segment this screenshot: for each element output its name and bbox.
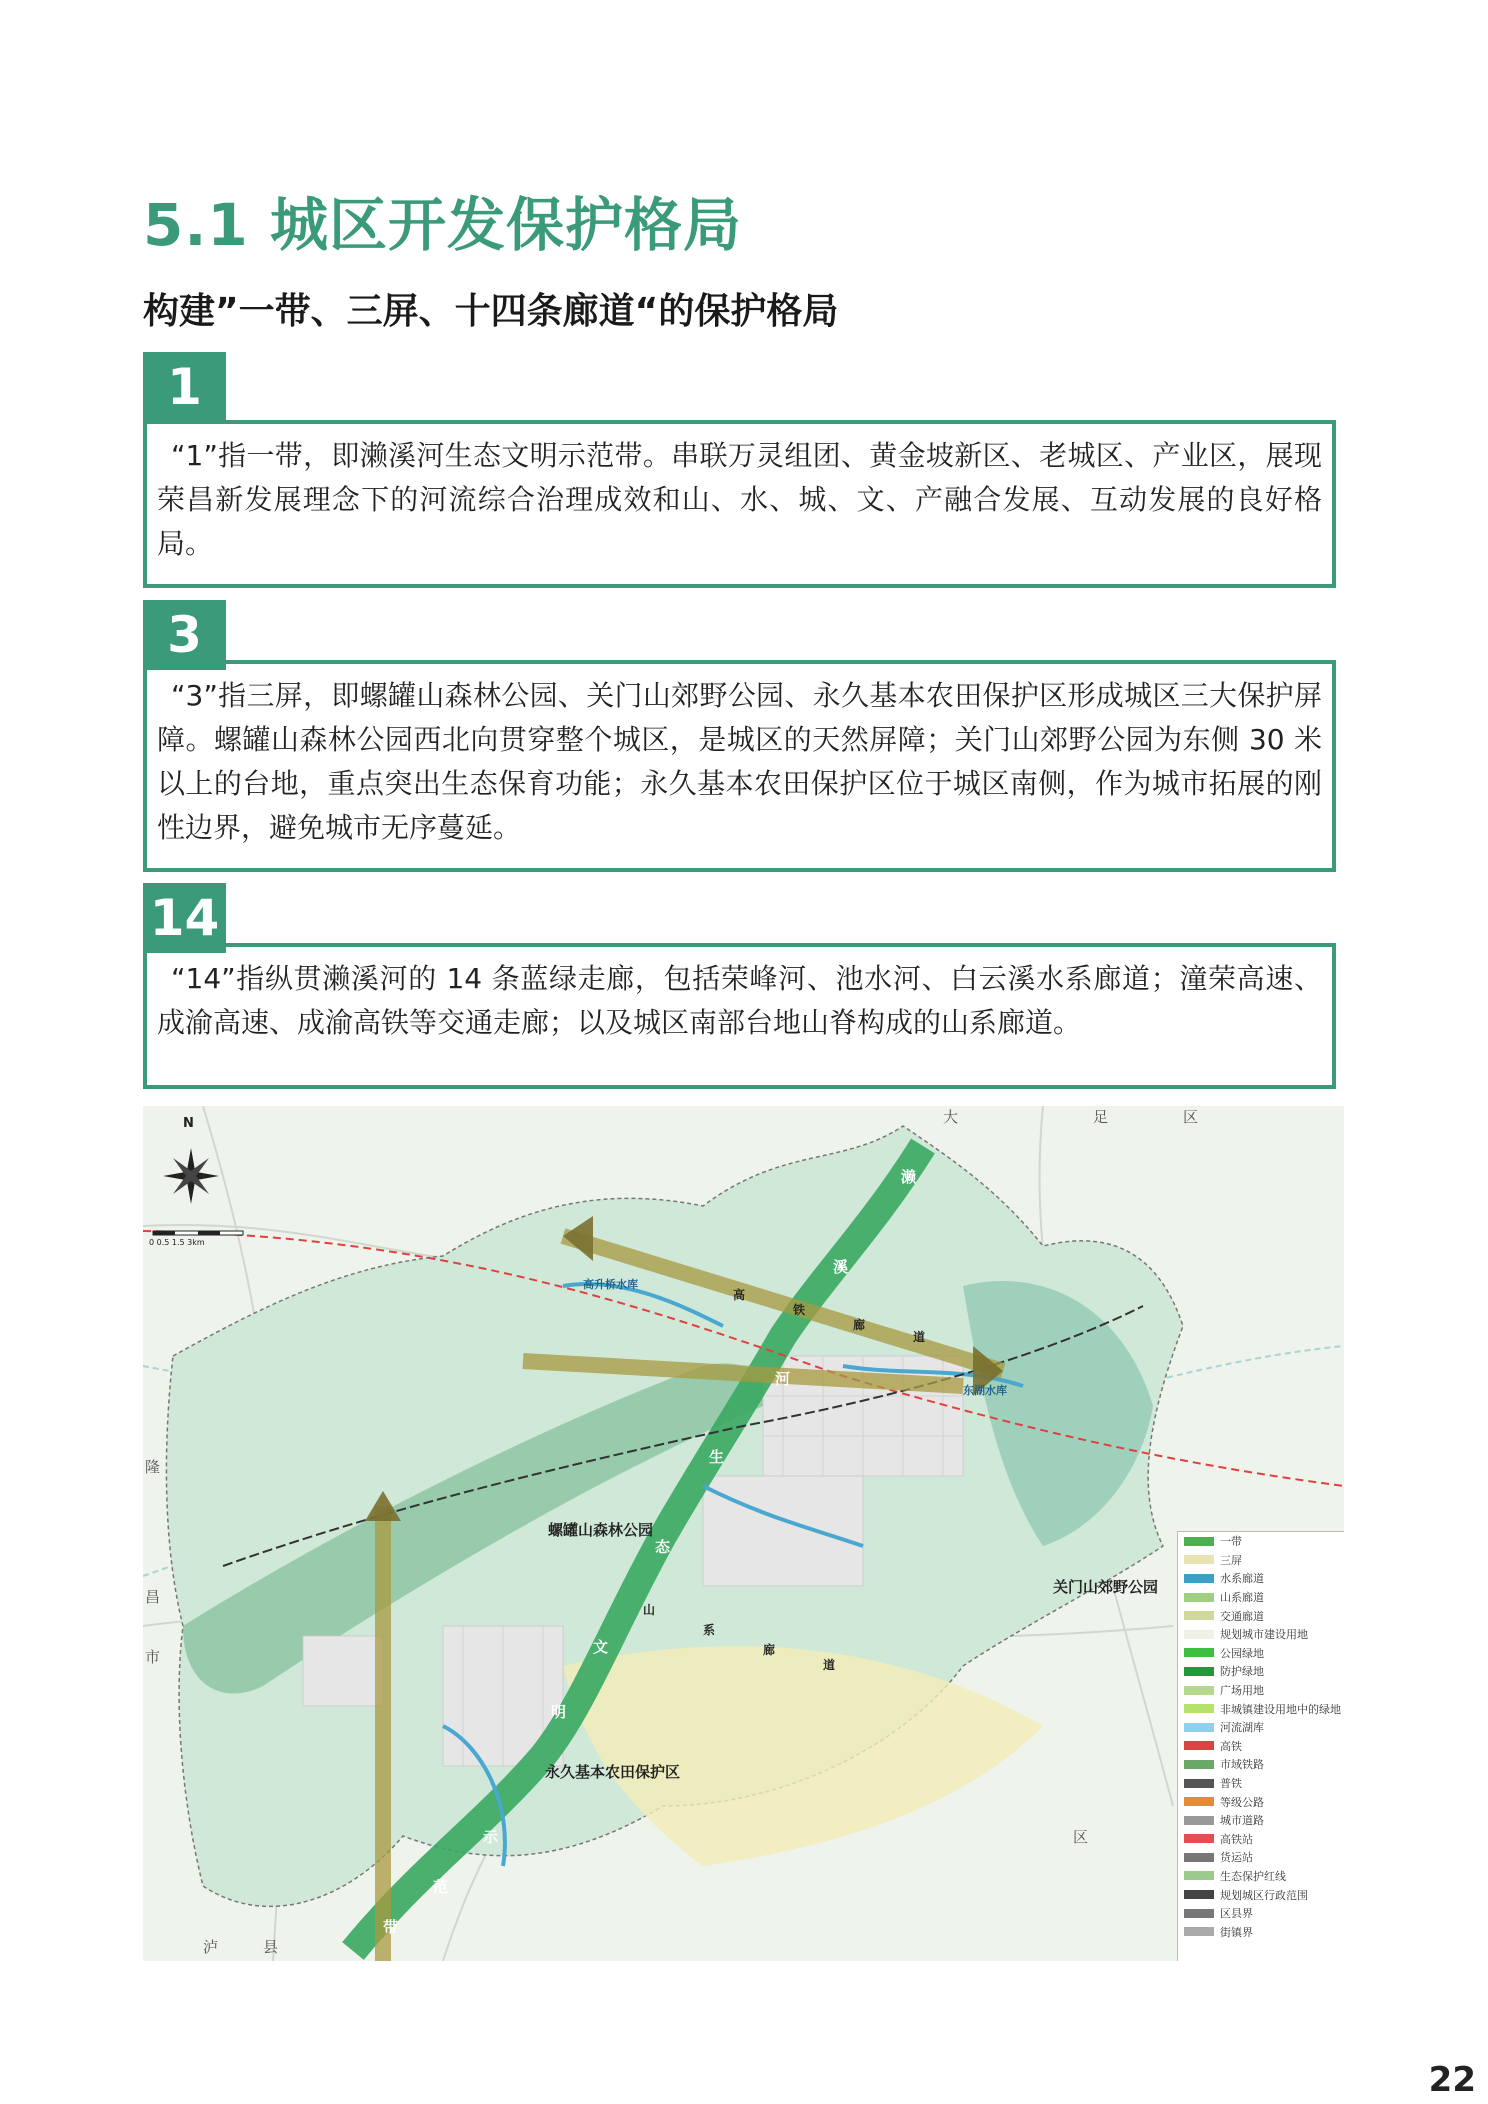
legend-swatch xyxy=(1184,1667,1214,1676)
legend-label: 规划城市建设用地 xyxy=(1220,1628,1308,1642)
legend-swatch xyxy=(1184,1574,1214,1583)
edge-label: 县 xyxy=(263,1938,279,1956)
legend-swatch xyxy=(1184,1871,1214,1880)
legend-item xyxy=(1178,1625,1344,1644)
legend-item xyxy=(1178,1867,1344,1886)
section-box-14 xyxy=(143,943,1336,1089)
legend-swatch xyxy=(1184,1853,1214,1862)
band-char: 河 xyxy=(775,1370,791,1388)
band-char: 明 xyxy=(551,1703,567,1721)
legend-item xyxy=(1178,1532,1344,1551)
edge-label: 隆 xyxy=(145,1458,161,1476)
band-char: 溪 xyxy=(833,1258,849,1276)
map-legend xyxy=(1177,1531,1344,1961)
band-char: 濑 xyxy=(901,1168,917,1186)
legend-label: 公园绿地 xyxy=(1220,1646,1264,1660)
legend-swatch xyxy=(1184,1723,1214,1732)
edge-label: 昌 xyxy=(145,1588,161,1606)
legend-label: 河流湖库 xyxy=(1220,1721,1264,1735)
page-title: 5.1 城区开发保护格局 xyxy=(143,191,742,259)
legend-item xyxy=(1178,1848,1344,1867)
legend-swatch xyxy=(1184,1779,1214,1788)
section-badge-3: 3 xyxy=(143,600,226,670)
legend-item xyxy=(1178,1681,1344,1700)
planning-map xyxy=(143,1106,1344,1961)
legend-item xyxy=(1178,1644,1344,1663)
legend-swatch xyxy=(1184,1760,1214,1769)
legend-label: 山系廊道 xyxy=(1220,1591,1264,1605)
legend-label: 广场用地 xyxy=(1220,1684,1264,1698)
legend-swatch xyxy=(1184,1834,1214,1843)
legend-swatch xyxy=(1184,1741,1214,1750)
corridor-char: 廊 xyxy=(853,1318,866,1332)
legend-swatch xyxy=(1184,1797,1214,1806)
section-text-14: “14”指纵贯濑溪河的 14 条蓝绿走廊，包括荣峰河、池水河、白云溪水系廊道；潼荣高速、成渝高速、成渝高铁等交通走廊；以及城区南部台地山脊构成的山系廊道。 xyxy=(157,962,1322,1039)
legend-label: 水系廊道 xyxy=(1220,1572,1264,1586)
legend-swatch xyxy=(1184,1890,1214,1899)
edge-label: 区 xyxy=(1073,1828,1089,1846)
legend-swatch xyxy=(1184,1611,1214,1620)
legend-item xyxy=(1178,1551,1344,1570)
legend-label: 普铁 xyxy=(1220,1777,1242,1791)
legend-item xyxy=(1178,1922,1344,1941)
legend-swatch xyxy=(1184,1816,1214,1825)
band-char: 带 xyxy=(383,1918,399,1936)
band-char: 生 xyxy=(709,1448,725,1466)
legend-swatch xyxy=(1184,1593,1214,1602)
legend-swatch xyxy=(1184,1927,1214,1936)
corridor-char: 道 xyxy=(823,1658,836,1672)
legend-item xyxy=(1178,1662,1344,1681)
band-char: 态 xyxy=(655,1538,671,1556)
legend-swatch xyxy=(1184,1686,1214,1695)
legend-label: 高铁 xyxy=(1220,1739,1242,1753)
legend-swatch xyxy=(1184,1648,1214,1657)
legend-label: 生态保护红线 xyxy=(1220,1869,1286,1883)
legend-label: 市域铁路 xyxy=(1220,1758,1264,1772)
band-char: 范 xyxy=(433,1878,449,1896)
legend-label: 一带 xyxy=(1220,1535,1242,1549)
label-gaosheng: 高升桥水库 xyxy=(583,1278,638,1291)
north-label: N xyxy=(183,1116,194,1131)
legend-swatch xyxy=(1184,1704,1214,1713)
legend-label: 等级公路 xyxy=(1220,1795,1264,1809)
legend-label: 三屏 xyxy=(1220,1553,1242,1567)
legend-item xyxy=(1178,1699,1344,1718)
legend-item xyxy=(1178,1755,1344,1774)
legend-item xyxy=(1178,1904,1344,1923)
edge-label: 足 xyxy=(1093,1108,1109,1126)
section-badge-1: 1 xyxy=(143,352,226,422)
legend-item xyxy=(1178,1774,1344,1793)
band-char: 示 xyxy=(483,1828,499,1846)
label-luoguan: 螺罐山森林公园 xyxy=(548,1521,654,1539)
legend-swatch xyxy=(1184,1537,1214,1546)
edge-label: 区 xyxy=(1183,1108,1199,1126)
legend-label: 高铁站 xyxy=(1220,1832,1253,1846)
legend-label: 城市道路 xyxy=(1220,1814,1264,1828)
corridor-char: 道 xyxy=(913,1330,926,1344)
legend-item xyxy=(1178,1830,1344,1849)
legend-item xyxy=(1178,1737,1344,1756)
band-char: 文 xyxy=(593,1638,609,1656)
section-badge-14: 14 xyxy=(143,883,226,953)
legend-item xyxy=(1178,1885,1344,1904)
legend-item xyxy=(1178,1588,1344,1607)
legend-label: 非城镇建设用地中的绿地 xyxy=(1220,1702,1341,1716)
edge-label: 泸 xyxy=(203,1938,219,1956)
corridor-char: 山 xyxy=(643,1603,656,1617)
page-number: 22 xyxy=(1428,2060,1476,2100)
section-box-1 xyxy=(143,420,1336,588)
legend-label: 规划城区行政范围 xyxy=(1220,1888,1308,1902)
legend-swatch xyxy=(1184,1909,1214,1918)
legend-label: 街镇界 xyxy=(1220,1925,1253,1939)
scale-label: 0 0.5 1.5 3km xyxy=(149,1238,205,1247)
label-nongtian: 永久基本农田保护区 xyxy=(545,1763,681,1781)
edge-label: 市 xyxy=(145,1648,161,1666)
section-text-3: “3”指三屏，即螺罐山森林公园、关门山郊野公园、永久基本农田保护区形成城区三大保护屏障。螺罐山森林公园西北向贯穿整个城区，是城区的天然屏障；关门山郊野公园为东侧 30 米以上的台地，重点突出生态保育功能；永久基本农田保护区位于城区南侧，作为城市拓展的刚性边界，避免城市无序蔓延。 xyxy=(157,679,1322,844)
legend-item xyxy=(1178,1792,1344,1811)
legend-item xyxy=(1178,1811,1344,1830)
section-text-1: “1”指一带，即濑溪河生态文明示范带。串联万灵组团、黄金坡新区、老城区、产业区，展现荣昌新发展理念下的河流综合治理成效和山、水、城、文、产融合发展、互动发展的良好格局。 xyxy=(157,439,1322,560)
corridor-char: 系 xyxy=(703,1623,716,1637)
page-subtitle: 构建”一带、三屏、十四条廊道“的保护格局 xyxy=(143,291,839,332)
legend-swatch xyxy=(1184,1555,1214,1564)
legend-swatch xyxy=(1184,1630,1214,1639)
legend-label: 交通廊道 xyxy=(1220,1609,1264,1623)
map-graphic xyxy=(143,1106,1344,1961)
legend-item xyxy=(1178,1606,1344,1625)
section-box-3 xyxy=(143,660,1336,872)
legend-label: 防护绿地 xyxy=(1220,1665,1264,1679)
legend-label: 区县界 xyxy=(1220,1907,1253,1921)
legend-label: 货运站 xyxy=(1220,1851,1253,1865)
legend-item xyxy=(1178,1718,1344,1737)
edge-label: 大 xyxy=(943,1108,959,1126)
label-guanmen: 关门山郊野公园 xyxy=(1053,1578,1159,1596)
corridor-char: 高 xyxy=(733,1288,746,1302)
label-dongmu: 东湖水库 xyxy=(963,1384,1007,1397)
legend-item xyxy=(1178,1569,1344,1588)
corridor-char: 铁 xyxy=(793,1303,806,1317)
corridor-char: 廊 xyxy=(763,1643,776,1657)
